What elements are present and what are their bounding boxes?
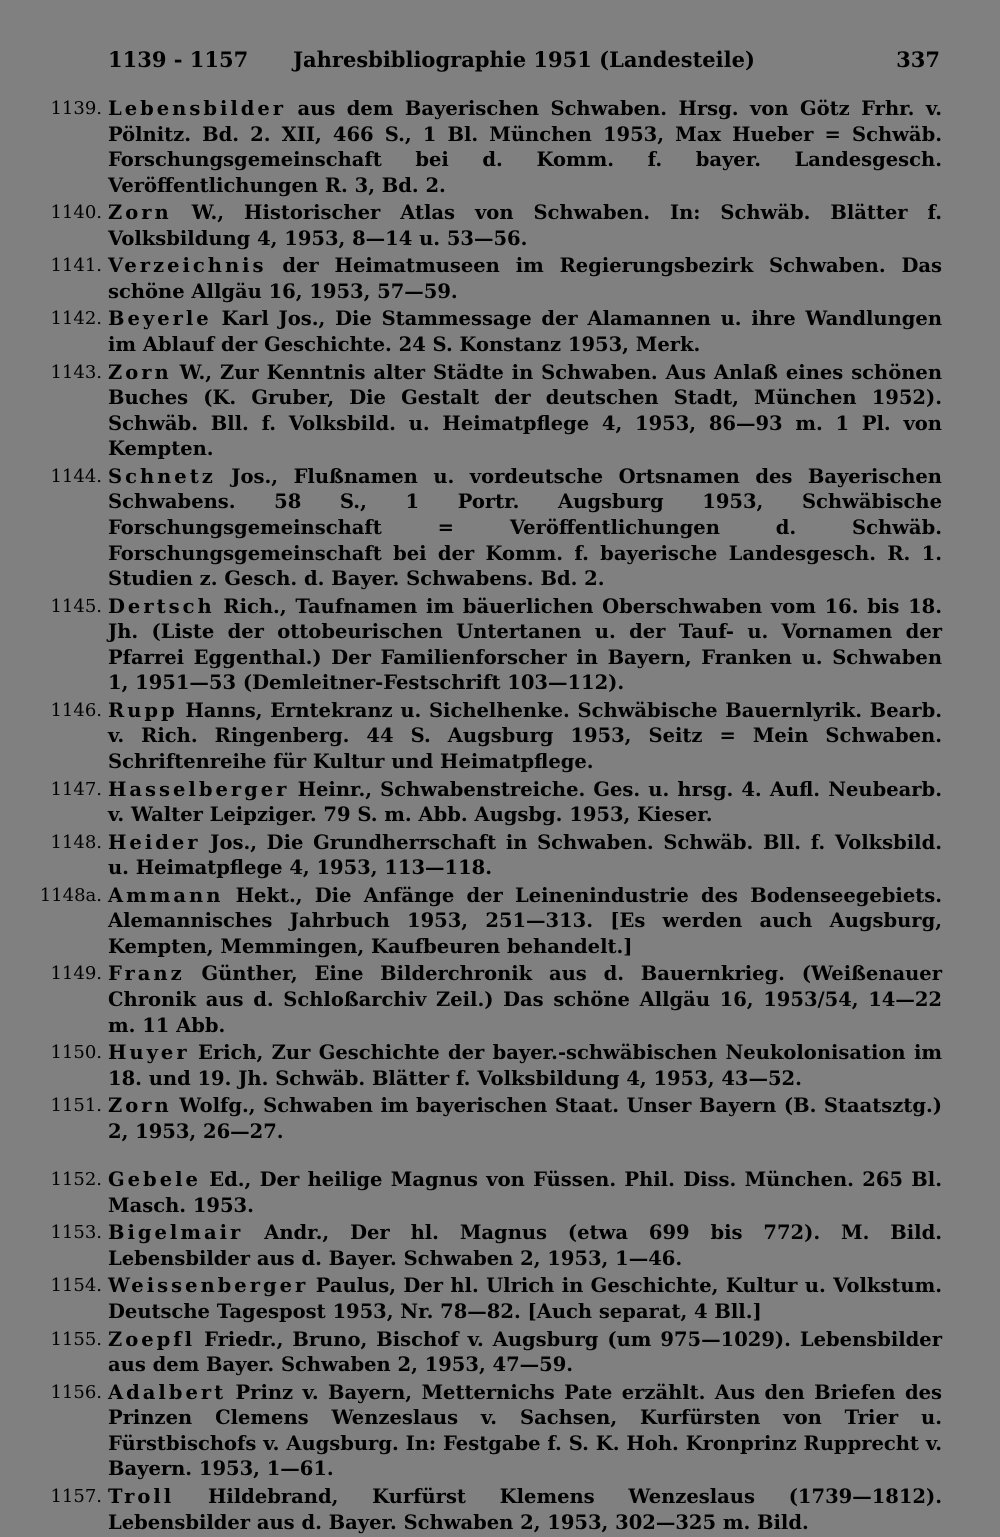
entry-number: 1151. [50,1095,102,1117]
bibliography-entry [30,698,942,775]
entry-number: 1146. [50,699,102,721]
entry-number: 1155. [50,1328,102,1350]
entry-text: der Heimatmuseen im Regierungsbezirk Schwaben. Das schöne Allgäu 16, 1953, 57—59. [108,254,942,303]
entry-author: Zorn [108,1094,172,1118]
entry-number: 1147. [50,778,102,800]
entry-text: Ed., Der heilige Magnus von Füssen. Phil. Diss. München. 265 Bl. Masch. 1953. [108,1168,942,1217]
bibliography-entry [30,830,942,881]
page-number: 337 [896,47,940,72]
entry-number: 1150. [50,1042,102,1064]
entry-number: 1148. [50,831,102,853]
entry-number: 1157. [50,1485,102,1507]
bibliography-entry [30,1380,942,1482]
entry-author: Zoepfl [108,1327,196,1351]
entry-text: Hanns, Erntekranz u. Sichelhenke. Schwäbische Bauernlyrik. Bearb. v. Rich. Ringenberg. 44 S. Augsburg 1953, Seitz = Mein Schwaben. Schriftenreihe für Kultur und Heimatpflege. [108,698,942,774]
entry-number: 1141. [50,255,102,277]
bibliography-entry [30,1484,942,1535]
bibliography-entry [30,1220,942,1271]
entry-text: Heinr., Schwabenstreiche. Ges. u. hrsg. 4. Aufl. Neubearb. v. Walter Leipziger. 79 S. m. Abb. Augsbg. 1953, Kieser. [108,777,942,827]
entry-author: Verzeichnis [108,254,267,278]
entry-author: Beyerle [108,307,212,331]
entry-text: Rich., Taufnamen im bäuerlichen Oberschwaben vom 16. bis 18. Jh. (Liste der ottobeurischen Untertanen u. der Tauf- u. Vornamen der Pfarrei Eggenthal.) Der Familienforscher in Bayern, Franken u. Schwaben 1, 1951—53 (Demleitner-Festschrift 103—112). [108,594,942,695]
bibliography-entry [30,1273,942,1324]
bibliography-entry [30,1040,942,1091]
entry-number: 1139. [50,98,102,119]
entry-text: Erich, Zur Geschichte der bayer.-schwäbischen Neukolonisation im 18. und 19. Jh. Schwäb. Blätter f. Volksbildung 4, 1953, 43—52. [108,1041,942,1090]
entry-number: 1148a. [39,884,102,906]
entry-text: Karl Jos., Die Stammessage der Alamannen u. ihre Wandlungen im Ablauf der Geschichte. 24 S. Konstanz 1953, Merk. [108,307,942,357]
entry-author: Franz [108,962,185,986]
page-title: Jahresbibliographie 1951 (Landesteile) [293,47,755,72]
entry-list [30,96,942,1537]
entry-text: Wolfg., Schwaben im bayerischen Staat. Unser Bayern (B. Staatsztg.) 2, 1953, 26—27. [108,1094,942,1143]
entry-author: Hasselberger [108,777,290,801]
entry-text: Friedr., Bruno, Bischof v. Augsburg (um 975—1029). Lebensbilder aus dem Bayer. Schwaben 2, 1953, 47—59. [108,1327,942,1377]
entry-text: aus dem Bayerischen Schwaben. Hrsg. von Götz Frhr. v. Pölnitz. Bd. 2. XII, 466 S., 1 Bl. München 1953, Max Hueber = Schwäb. Forschungsgemeinschaft bei d. Komm. f. bayer. Landesgesch. Veröffentlichungen R. 3, Bd. 2. [108,97,942,197]
bibliography-entry [30,1093,942,1144]
entry-author: Troll [108,1484,175,1508]
entry-author: Zorn [108,360,172,384]
entry-number: 1143. [50,361,102,383]
entry-text: W., Zur Kenntnis alter Städte in Schwaben. Aus Anlaß eines schönen Buches (K. Gruber, Die Gestalt der deutschen Stadt, München 1952). Schwäb. Bll. f. Volksbild. u. Heimatpflege 4, 1953, 86—93 m. 1 Pl. von Kempten. [108,360,942,461]
running-header [108,47,940,81]
entry-text: Prinz v. Bayern, Metternichs Pate erzählt. Aus den Briefen des Prinzen Clemens Wenzeslaus v. Sachsen, Kurfürsten von Trier u. Fürstbischofs v. Augsburg. In: Festgabe f. S. K. Hoh. Kronprinz Rupprecht v. Bayern. 1953, 1—61. [108,1380,942,1481]
entry-number: 1144. [50,465,102,487]
entry-number: 1140. [50,202,102,224]
entry-author: Ammann [108,883,224,907]
entry-number: 1149. [50,963,102,985]
entry-number: 1145. [50,595,102,617]
entry-text: Jos., Die Grundherrschaft in Schwaben. Schwäb. Bll. f. Volksbild. u. Heimatpflege 4, 1953, 113—118. [108,830,942,880]
entry-author: Schnetz [108,464,216,488]
entry-author: Adalbert [108,1380,227,1404]
bibliography-entry [30,306,942,357]
bibliography-entry [30,1167,942,1218]
entry-author: Zorn [108,201,172,225]
entry-author: Rupp [108,698,178,722]
entry-text: Paulus, Der hl. Ulrich in Geschichte, Kultur u. Volkstum. Deutsche Tagespost 1953, Nr. 78—82. [Auch separat, 4 Bll.] [108,1274,942,1324]
entry-author: Dertsch [108,594,215,618]
bibliography-entry [30,360,942,462]
entry-number: 1156. [50,1381,102,1403]
entry-number: 1152. [50,1169,102,1191]
entry-text: W., Historischer Atlas von Schwaben. In: Schwäb. Blätter f. Volksbildung 4, 1953, 8—14 u. 53—56. [108,201,942,250]
bibliography-entry [30,777,942,828]
bibliography-entry [30,961,942,1038]
entry-number: 1153. [50,1222,102,1244]
bibliography-entry [30,200,942,251]
entry-number: 1154. [50,1275,102,1297]
entry-author: Gebele [108,1168,201,1192]
bibliography-entry [30,1327,942,1378]
bibliography-entry [30,96,942,198]
bibliography-entry [30,594,942,696]
bibliography-entry [30,253,942,304]
entry-text: Jos., Flußnamen u. vordeutsche Ortsnamen des Bayerischen Schwabens. 58 S., 1 Portr. Augsburg 1953, Schwäbische Forschungsgemeinschaft = Veröffentlichungen d. Schwäb. Forschungsgemeinschaft bei der Komm. f. bayerische Landesgesch. R. 1. Studien z. Gesch. d. Bayer. Schwabens. Bd. 2. [108,464,942,591]
entry-author: Lebensbilder [108,97,287,120]
entry-range: 1139 - 1157 [108,47,249,72]
entry-author: Bigelmair [108,1221,244,1245]
entry-text: Hildebrand, Kurfürst Klemens Wenzeslaus (1739—1812). Lebensbilder aus d. Bayer. Schwaben 2, 1953, 302—325 m. Bild. [108,1484,942,1534]
entry-text: Andr., Der hl. Magnus (etwa 699 bis 772). M. Bild. Lebensbilder aus d. Bayer. Schwaben 2, 1953, 1—46. [108,1221,942,1270]
bibliography-entry [30,883,942,960]
entry-author: Huyer [108,1041,190,1065]
entry-author: Weissenberger [108,1274,309,1298]
bibliography-entry [30,464,942,592]
entry-text: Hekt., Die Anfänge der Leinenindustrie des Bodenseegebiets. Alemannisches Jahrbuch 1953, 251—313. [Es werden auch Augsburg, Kempten, Memmingen, Kaufbeuren behandelt.] [108,883,942,958]
entry-number: 1142. [50,308,102,330]
entry-author: Heider [108,830,201,854]
entry-text: Günther, Eine Bilderchronik aus d. Bauernkrieg. (Weißenauer Chronik aus d. Schloßarchiv Zeil.) Das schöne Allgäu 16, 1953/54, 14—22 m. 11 Abb. [108,962,942,1037]
